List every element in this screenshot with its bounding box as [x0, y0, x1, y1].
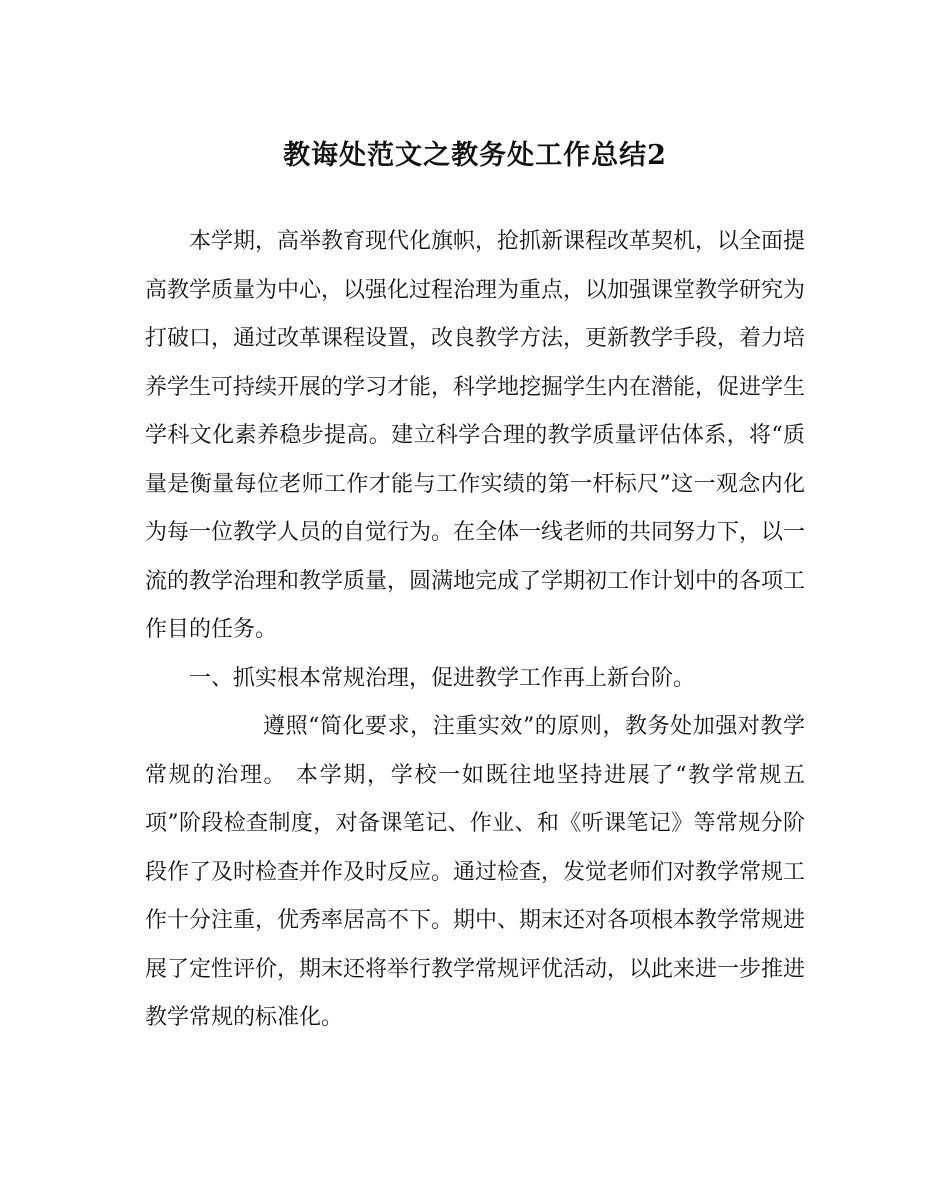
intro-paragraph: 本学期，高举教育现代化旗帜，抢抓新课程改革契机，以全面提高教学质量为中心，以强化过程治理为重点，以加强课堂教学研究为打破口，通过改革课程设置，改良教学方法，更新教学手段，着力培养学生可持续开展的学习才能，科学地挖掘学生内在潜能，促进学生学科文化素养稳步提高。建立科学合理的教学质量评估体系，将“质量是衡量每位老师工作才能与工作实绩的第一杆标尺”这一观念内化为每一位教学人员的自觉行为。在全体一线老师的共同努力下，以一流的教学治理和教学质量，圆满地完成了学期初工作计划中的各项工作目的任务。	[145, 229, 806, 642]
section-heading-1: 一、抓实根本常规治理，促进教学工作再上新台阶。	[189, 665, 696, 691]
section-1-paragraph: 遵照“简化要求，注重实效”的原则，教务处加强对教学常规的治理。 本学期，学校一如既往地坚持进展了“教学常规五项”阶段检查制度，对备课笔记、作业、和《听课笔记》等常规分阶段作了及时检查并作及时反应。通过检查，发觉老师们对教学常规工作十分注重，优秀率居高不下。期中、期末还对各项根本教学常规进展了定性评价，期末还将举行教学常规评优活动，以此来进一步推进教学常规的标准化。	[145, 714, 806, 1030]
document-title: 教诲处范文之教务处工作总结2	[283, 140, 667, 171]
document-body	[145, 218, 805, 1043]
